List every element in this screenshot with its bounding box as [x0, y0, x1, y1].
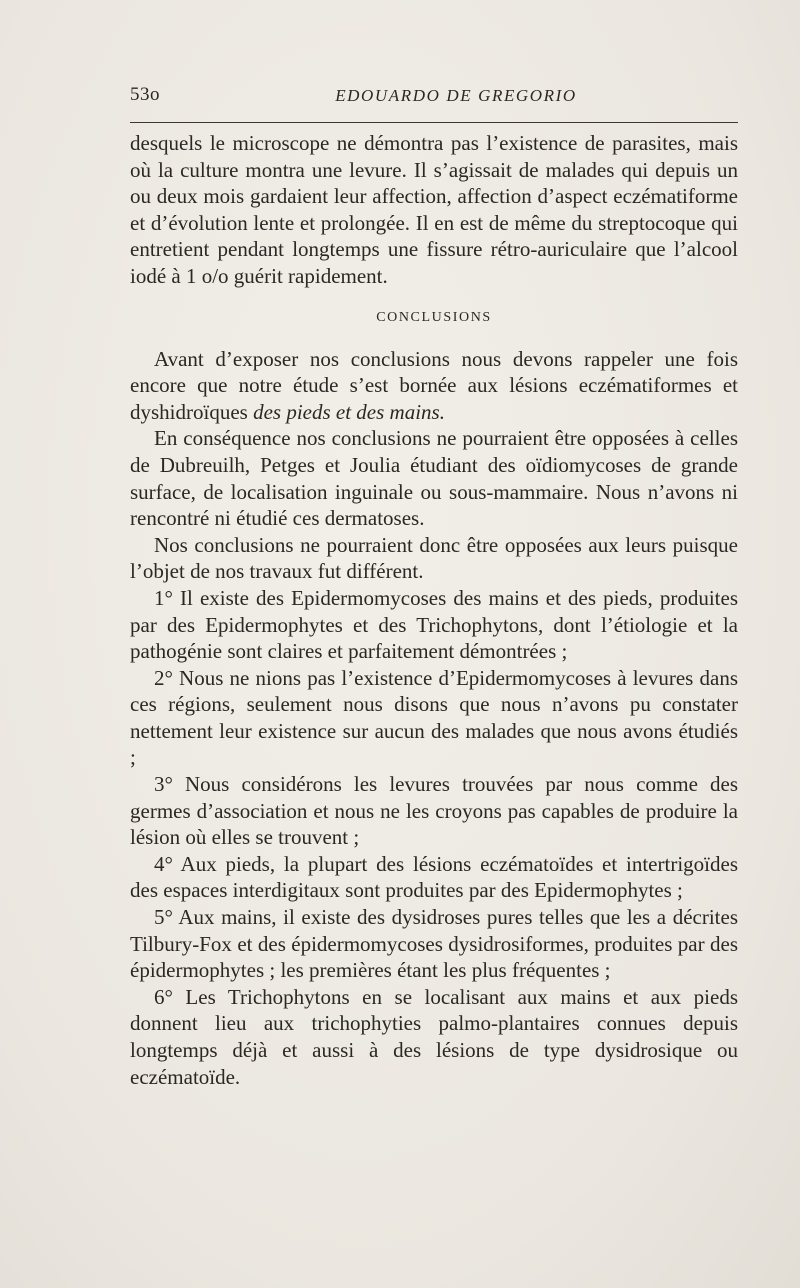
page-header [130, 84, 738, 114]
paragraph-intro-italic: des pieds et des mains. [253, 399, 445, 424]
header-rule [130, 122, 738, 123]
conclusion-4: 4° Aux pieds, la plupart des lésions eczématoïdes et intertrigoïdes des espaces interdigitaux sont produites par des Epidermophytes ; [130, 851, 738, 903]
page-body [130, 130, 738, 1090]
conclusion-1: 1° Il existe des Epidermomycoses des mains et des pieds, produites par des Epidermophytes et des Trichophytons, dont l’étiologie et la pathogénie sont claires et parfaitement démontrées ; [130, 585, 738, 664]
running-head: EDOUARDO DE GREGORIO [335, 86, 577, 105]
section-title: CONCLUSIONS [376, 309, 492, 325]
conclusion-2: 2° Nous ne nions pas l’existence d’Epidermomycoses à levures dans ces régions, seulement nous disons que nous n’avons pu constater nettement leur existence sur aucun des malades que nous avons étudiés ; [130, 665, 738, 770]
paragraph-continuation: desquels le microscope ne démontra pas l’existence de parasites, mais où la culture montra une levure. Il s’agissait de malades qui depuis un ou deux mois gardaient leur affection, affection d’aspect eczématiforme et d’évolution lente et prolongée. Il en est de même du streptocoque qui entretient pendant longtemps une fissure rétro-auriculaire que l’alcool iodé à 1 o/o guérit rapidement. [130, 131, 738, 288]
conclusion-3: 3° Nous considérons les levures trouvées par nous comme des germes d’association et nous ne les croyons pas capables de produire la lésion où elles se trouvent ; [130, 772, 738, 850]
conclusion-5: 5° Aux mains, il existe des dysidroses pures telles que les a décrites Tilbury-Fox et des épidermomycoses dysidrosiformes, produites par des épidermophytes ; les premières étant les plus fréquentes ; [130, 905, 738, 983]
paragraph-intro [130, 346, 738, 426]
paragraph-intro-text: Avant d’exposer nos conclusions nous devons rappeler une fois encore que notre étude s’est bornée aux lésions eczématiformes et dyshidroïques [130, 346, 738, 424]
conclusion-6: 6° Les Trichophytons en se localisant aux mains et aux pieds donnent lieu aux trichophyties palmo-plantaires connues depuis longtemps déjà et aussi à des lésions de type dysidrosique ou eczématoïde. [130, 984, 738, 1089]
paragraph-consequence: En conséquence nos conclusions ne pourraient être opposées à celles de Dubreuilh, Petges et Joulia étudiant des oïdiomycoses de grande surface, de localisation inguinale ou sous-mammaire. Nous n’avons ni rencontré ni étudié ces dermatoses. [130, 426, 738, 531]
paragraph-difference: Nos conclusions ne pourraient donc être opposées aux leurs puisque l’objet de nos travaux fut différent. [130, 532, 738, 584]
page-number: 53o [130, 84, 160, 105]
